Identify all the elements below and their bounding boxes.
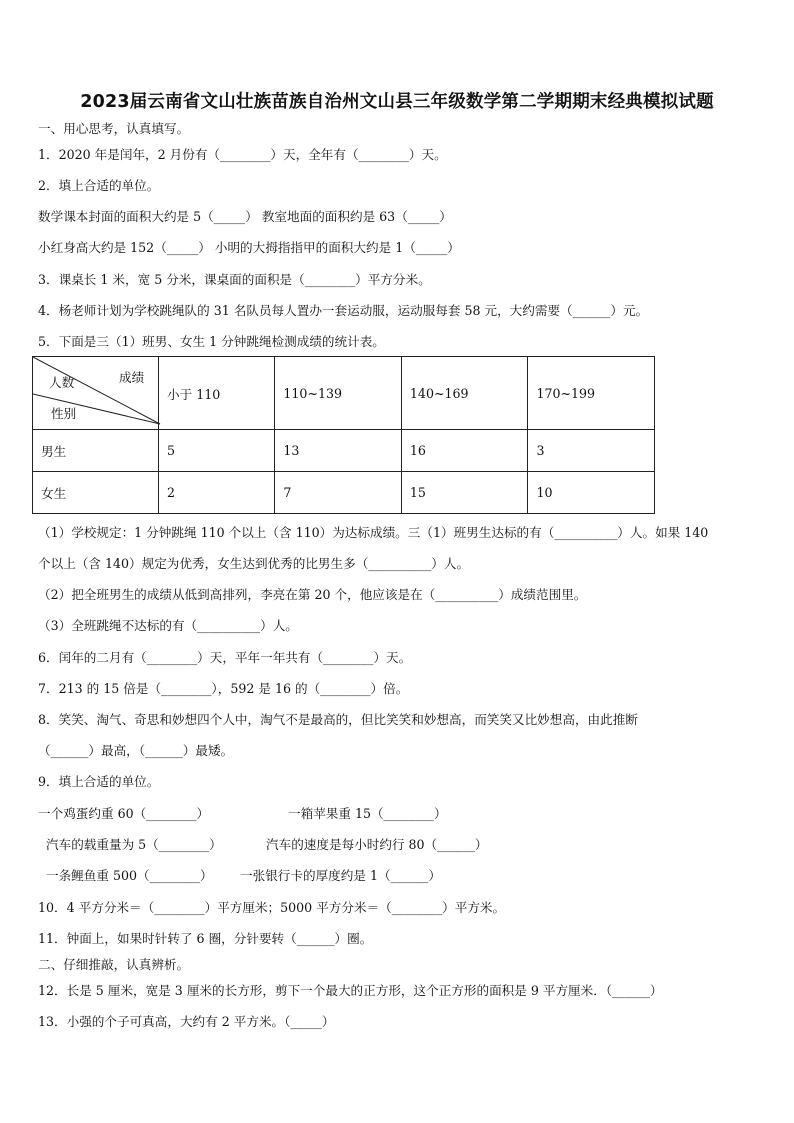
row-label-boys: 男生 bbox=[33, 430, 159, 472]
question-8-line-a: 8．笑笑、淘气、奇思和妙想四个人中，淘气不是最高的，但比笑笑和妙想高，而笑笑又比妙想高，由此推断 bbox=[38, 712, 638, 727]
question-9-item: 一条鲤鱼重 500（________） bbox=[46, 868, 213, 883]
question-12: 12．长是 5 厘米，宽是 3 厘米的长方形，剪下一个最大的正方形，这个正方形的面积是 9 平方厘米．（______） bbox=[38, 983, 663, 998]
table-header-cell: 140~169 bbox=[401, 357, 528, 430]
table-header-cell: 110~139 bbox=[275, 357, 402, 430]
corner-label-score: 成绩 bbox=[119, 370, 145, 385]
question-13: 13．小强的个子可真高，大约有 2 平方米。（_____） bbox=[38, 1014, 335, 1029]
corner-label-gender: 性别 bbox=[51, 406, 77, 421]
table-header-cell: 170~199 bbox=[528, 357, 655, 430]
question-1: 1．2020 年是闰年，2 月份有（________）天，全年有（________）天。 bbox=[38, 147, 447, 162]
page-title: 2023届云南省文山壮族苗族自治州文山县三年级数学第二学期期末经典模拟试题 bbox=[80, 92, 714, 112]
section-1-heading: 一、用心思考，认真填写。 bbox=[38, 121, 190, 136]
question-4: 4．杨老师计划为学校跳绳队的 31 名队员每人置办一套运动服，运动服每套 58 元，大约需要（______）元。 bbox=[38, 303, 649, 318]
question-9-item: 汽车的速度是每小时约行 80（______） bbox=[266, 837, 488, 852]
question-11: 11．钟面上，如果时针转了 6 圈，分针要转（______）圈。 bbox=[38, 931, 373, 946]
question-6: 6．闰年的二月有（________）天，平年一年共有（________）天。 bbox=[38, 650, 412, 665]
question-9-item: 汽车的载重量为 5（________） bbox=[46, 837, 222, 852]
question-5-part-1-line-b: 个以上（含 140）规定为优秀，女生达到优秀的比男生多（__________）人。 bbox=[38, 556, 470, 571]
question-3: 3．课桌长 1 米，宽 5 分米，课桌面的面积是（________）平方分米。 bbox=[38, 272, 431, 287]
table-cell: 15 bbox=[401, 472, 528, 514]
jump-rope-stats-table bbox=[32, 356, 655, 514]
question-2-line-b: 小红身高大约是 152（_____） 小明的大拇指指甲的面积大约是 1（_____） bbox=[38, 240, 460, 255]
table-cell: 13 bbox=[275, 430, 402, 472]
question-9: 9．填上合适的单位。 bbox=[38, 774, 160, 789]
table-row bbox=[33, 472, 655, 514]
table-cell: 16 bbox=[401, 430, 528, 472]
table-cell: 2 bbox=[159, 472, 275, 514]
question-5-part-1-line-a: （1）学校规定：1 分钟跳绳 110 个以上（含 110）为达标成绩。三（1）班男生达标的有（__________）人。如果 140 bbox=[38, 525, 709, 540]
corner-label-count: 人数 bbox=[49, 375, 75, 390]
question-7: 7．213 的 15 倍是（________），592 是 16 的（________）倍。 bbox=[38, 681, 409, 696]
question-2-line-a: 数学课本封面的面积大约是 5（_____） 教室地面的面积约是 63（_____） bbox=[38, 209, 452, 224]
question-5-part-2: （2）把全班男生的成绩从低到高排列，李亮在第 20 个，他应该是在（__________）成绩范围里。 bbox=[38, 587, 587, 602]
table-row bbox=[33, 430, 655, 472]
table-cell: 3 bbox=[528, 430, 655, 472]
table-cell: 5 bbox=[159, 430, 275, 472]
table-cell: 7 bbox=[275, 472, 402, 514]
table-header-cell: 小于 110 bbox=[159, 357, 275, 430]
question-5-part-3: （3）全班跳绳不达标的有（__________）人。 bbox=[38, 618, 298, 633]
question-5: 5．下面是三（1）班男、女生 1 分钟跳绳检测成绩的统计表。 bbox=[38, 334, 385, 349]
table-cell: 10 bbox=[528, 472, 655, 514]
question-9-item: 一张银行卡的厚度约是 1（______） bbox=[240, 868, 441, 883]
question-10: 10．4 平方分米＝（________）平方厘米；5000 平方分米＝（________）平方米。 bbox=[38, 900, 506, 915]
question-9-item: 一箱苹果重 15（________） bbox=[288, 806, 447, 821]
question-2: 2．填上合适的单位。 bbox=[38, 178, 160, 193]
question-8-line-b: （______）最高，（______）最矮。 bbox=[38, 743, 234, 758]
section-2-heading: 二、仔细推敲，认真辨析。 bbox=[38, 957, 190, 972]
row-label-girls: 女生 bbox=[33, 472, 159, 514]
question-9-item: 一个鸡蛋约重 60（________） bbox=[38, 806, 210, 821]
table-corner-cell bbox=[33, 357, 159, 430]
